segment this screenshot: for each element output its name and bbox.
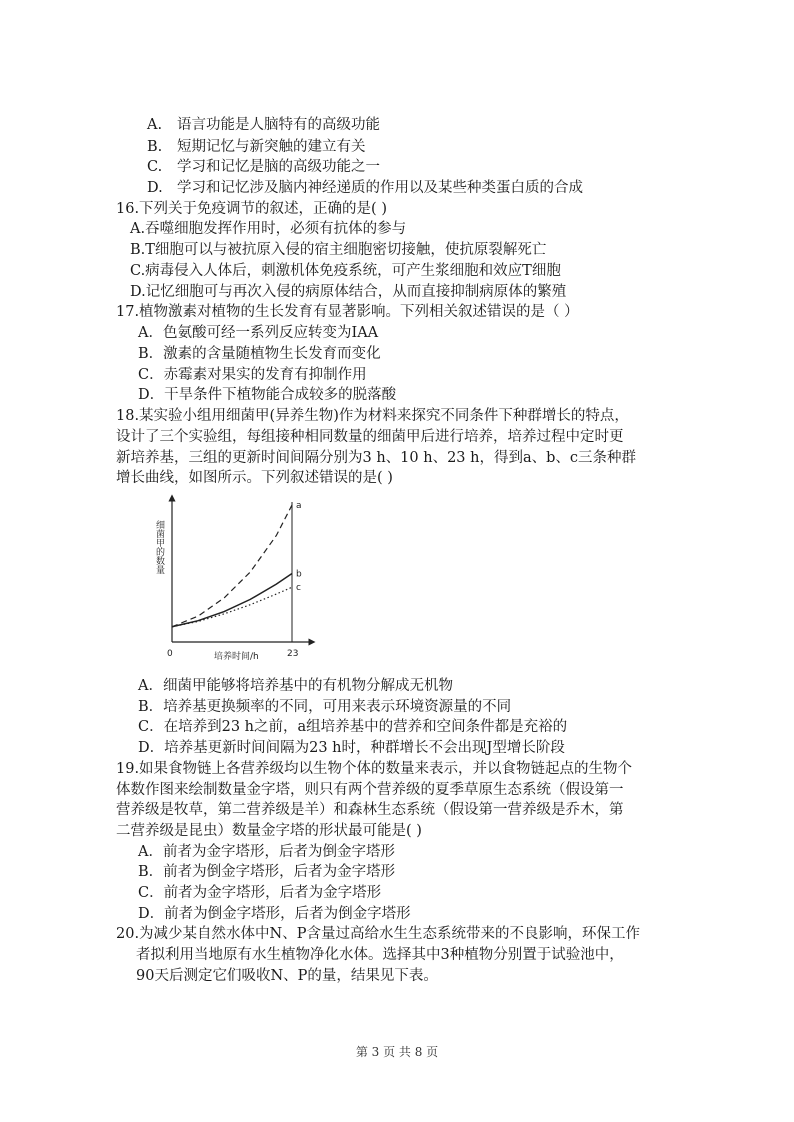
q18-option-a: A．细菌甲能够将培养基中的有机物分解成无机物 <box>138 678 453 694</box>
q19-stem-line-4: 二营养级是昆虫）数量金字塔的形状最可能是( ) <box>116 823 422 839</box>
q18-option-c: C．在培养到23 h之前，a组培养基中的营养和空间条件都是充裕的 <box>138 719 568 735</box>
q15-option-a: A. 语言功能是人脑特有的高级功能 <box>147 117 380 133</box>
page-number-footer: 第 3 页 共 8 页 <box>355 1045 439 1059</box>
q17-stem: 17.植物激素对植物的生长发育有显著影响。下列相关叙述错误的是（ ） <box>116 304 579 320</box>
q19-option-a: A．前者为金字塔形，后者为倒金字塔形 <box>138 844 395 860</box>
x-axis-label: 培养时间/h <box>214 652 259 662</box>
x-tick-label-23: 23 <box>287 649 299 659</box>
q18-stem-line-2: 设计了三个实验组，每组接种相同数量的细菌甲后进行培养，培养过程中定时更 <box>116 429 624 445</box>
q19-stem-line-1: 19.如果食物链上各营养级均以生物个体的数量来表示，并以食物链起点的生物个 <box>116 761 633 777</box>
curve-b <box>172 574 292 627</box>
q16-option-d: D.记忆细胞可与再次入侵的病原体结合，从而直接抑制病原体的繁殖 <box>130 284 567 300</box>
q19-option-c: C．前者为金字塔形，后者为金字塔形 <box>138 885 382 901</box>
q19-option-b: B．前者为倒金字塔形，后者为金字塔形 <box>138 864 396 880</box>
q18-stem-line-1: 18.某实验小组用细菌甲(异养生物)作为材料来探究不同条件下种群增长的特点， <box>116 408 629 424</box>
population-growth-chart <box>150 490 320 670</box>
q19-stem-line-3: 营养级是牧草，第二营养级是羊）和森林生态系统（假设第一营养级是乔木，第 <box>116 802 624 818</box>
q18-stem-line-3: 新培养基，三组的更新时间间隔分别为3 h、10 h、23 h，得到a、b、c三条种群 <box>116 450 637 466</box>
curve-label-b: b <box>296 569 302 580</box>
q15-option-c: C. 学习和记忆是脑的高级功能之一 <box>147 159 380 175</box>
curve-label-c: c <box>296 583 301 594</box>
x-tick-label-0: 0 <box>167 649 173 659</box>
q19-option-d: D．前者为倒金字塔形，后者为倒金字塔形 <box>138 906 411 922</box>
q16-option-a: A.吞噬细胞发挥作用时，必须有抗体的参与 <box>130 221 407 237</box>
q15-option-d: D. 学习和记忆涉及脑内神经递质的作用以及某些种类蛋白质的合成 <box>147 180 583 196</box>
q20-stem-line-2: 者拟利用当地原有水生植物净化水体。选择其中3种植物分别置于试验池中， <box>136 947 624 963</box>
y-axis-label: 细菌甲的数量 <box>154 520 164 574</box>
q17-option-b: B．激素的含量随植物生长发育而变化 <box>138 346 381 362</box>
q18-option-d: D．培养基更新时间间隔为23 h时，种群增长不会出现J型增长阶段 <box>138 740 565 756</box>
curve-label-a: a <box>296 501 302 512</box>
q20-stem-line-1: 20.为减少某自然水体中N、P含量过高给水生生态系统带来的不良影响，环保工作 <box>116 926 641 942</box>
q19-stem-line-2: 体数作图来绘制数量金字塔，则只有两个营养级的夏季草原生态系统（假设第一 <box>116 782 624 798</box>
q16-stem: 16.下列关于免疫调节的叙述，正确的是( ) <box>116 201 387 217</box>
q17-option-a: A．色氨酸可经一系列反应转变为IAA <box>138 325 379 341</box>
q17-option-c: C．赤霉素对果实的发育有抑制作用 <box>138 367 367 383</box>
q17-option-d: D．干旱条件下植物能合成较多的脱落酸 <box>138 387 397 403</box>
q20-stem-line-3: 90天后测定它们吸收N、P的量，结果见下表。 <box>136 968 438 984</box>
q16-option-c: C.病毒侵入人体后，刺激机体免疫系统，可产生浆细胞和效应T细胞 <box>130 263 561 279</box>
q18-option-b: B．培养基更换频率的不同，可用来表示环境资源量的不同 <box>138 699 512 715</box>
curve-c <box>172 587 292 627</box>
q16-option-b: B.T细胞可以与被抗原入侵的宿主细胞密切接触，使抗原裂解死亡 <box>130 242 547 258</box>
q15-option-b: B. 短期记忆与新突触的建立有关 <box>147 139 366 155</box>
q18-stem-line-4: 增长曲线，如图所示。下列叙述错误的是( ) <box>116 470 393 486</box>
